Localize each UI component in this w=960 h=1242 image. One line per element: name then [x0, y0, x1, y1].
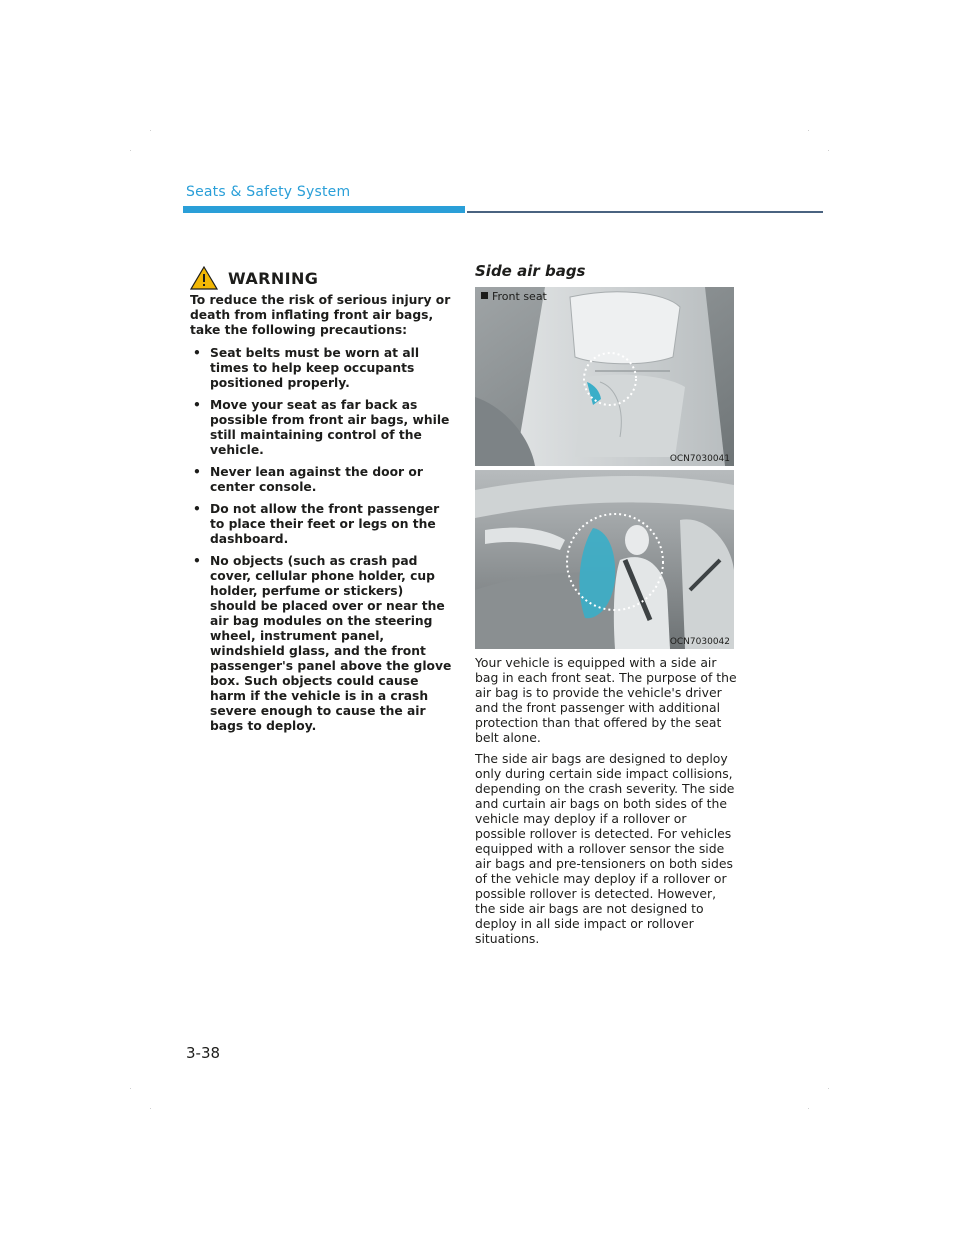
crop-mark: [150, 130, 151, 131]
figure-caption-text: Front seat: [492, 290, 547, 303]
crop-mark: [808, 130, 809, 131]
section-header-title: Seats & Safety System: [186, 184, 351, 200]
warning-list: [190, 346, 452, 734]
figure-code: OCN7030042: [669, 637, 730, 647]
warning-title: WARNING: [228, 268, 319, 288]
section-title: Side air bags: [475, 262, 586, 280]
header-divider-rule: [467, 211, 823, 213]
section-body: [475, 655, 737, 952]
warning-intro: To reduce the risk of serious injury or death from inflating front air bags, take the following precautions:: [190, 293, 451, 337]
page-number: 3-38: [186, 1044, 221, 1062]
warning-heading: [190, 266, 318, 290]
cabin-airbag-drawing: [475, 470, 734, 649]
header-accent-rule: [183, 206, 465, 213]
crop-mark: [130, 150, 131, 151]
crop-mark: [130, 1088, 131, 1089]
body-paragraph: The side air bags are designed to deploy only during certain side impact collisions, depending on the crash severity. The side and curtain air bags on both sides of the vehicle may deploy if a rollover or possible rollover is detected. For vehicles equipped with a rollover sensor the side air bags and pre-tensioners on both sides of the vehicle may deploy if a rollover or possible rollover is detected. However, the side air bags are not designed to deploy in all side impact or rollover situations.: [475, 751, 735, 946]
figure-code: OCN7030041: [669, 454, 730, 464]
crop-mark: [150, 1108, 151, 1109]
seat-airbag-drawing: [475, 287, 734, 466]
warning-triangle-icon: [190, 266, 218, 290]
warning-item: • No objects (such as crash pad cover, cellular phone holder, cup holder, perfume or stickers) should be placed over or near the air bag modules on the steering wheel, instrument panel, windshield glass, and the front passenger's panel above the glove box. Such objects could cause harm if the vehicle is in a crash severe enough to cause the air bags to deploy.: [190, 554, 452, 734]
warning-body: [190, 293, 452, 741]
cabin-illustration: [475, 470, 734, 649]
warning-item: • Do not allow the front passenger to place their feet or legs on the dashboard.: [190, 502, 452, 547]
crop-mark: [828, 150, 829, 151]
warning-item: • Move your seat as far back as possible from front air bags, while still maintaining control of the vehicle.: [190, 398, 452, 458]
crop-mark: [808, 1108, 809, 1109]
figure-caption: [481, 290, 547, 303]
crop-mark: [828, 1088, 829, 1089]
front-seat-illustration: [475, 287, 734, 466]
caption-square-icon: [481, 292, 488, 299]
warning-item: • Seat belts must be worn at all times to help keep occupants positioned properly.: [190, 346, 452, 391]
body-paragraph: Your vehicle is equipped with a side air bag in each front seat. The purpose of the air bag is to provide the vehicle's driver and the front passenger with additional protection than that offered by the seat belt alone.: [475, 655, 737, 745]
warning-item: • Never lean against the door or center console.: [190, 465, 452, 495]
